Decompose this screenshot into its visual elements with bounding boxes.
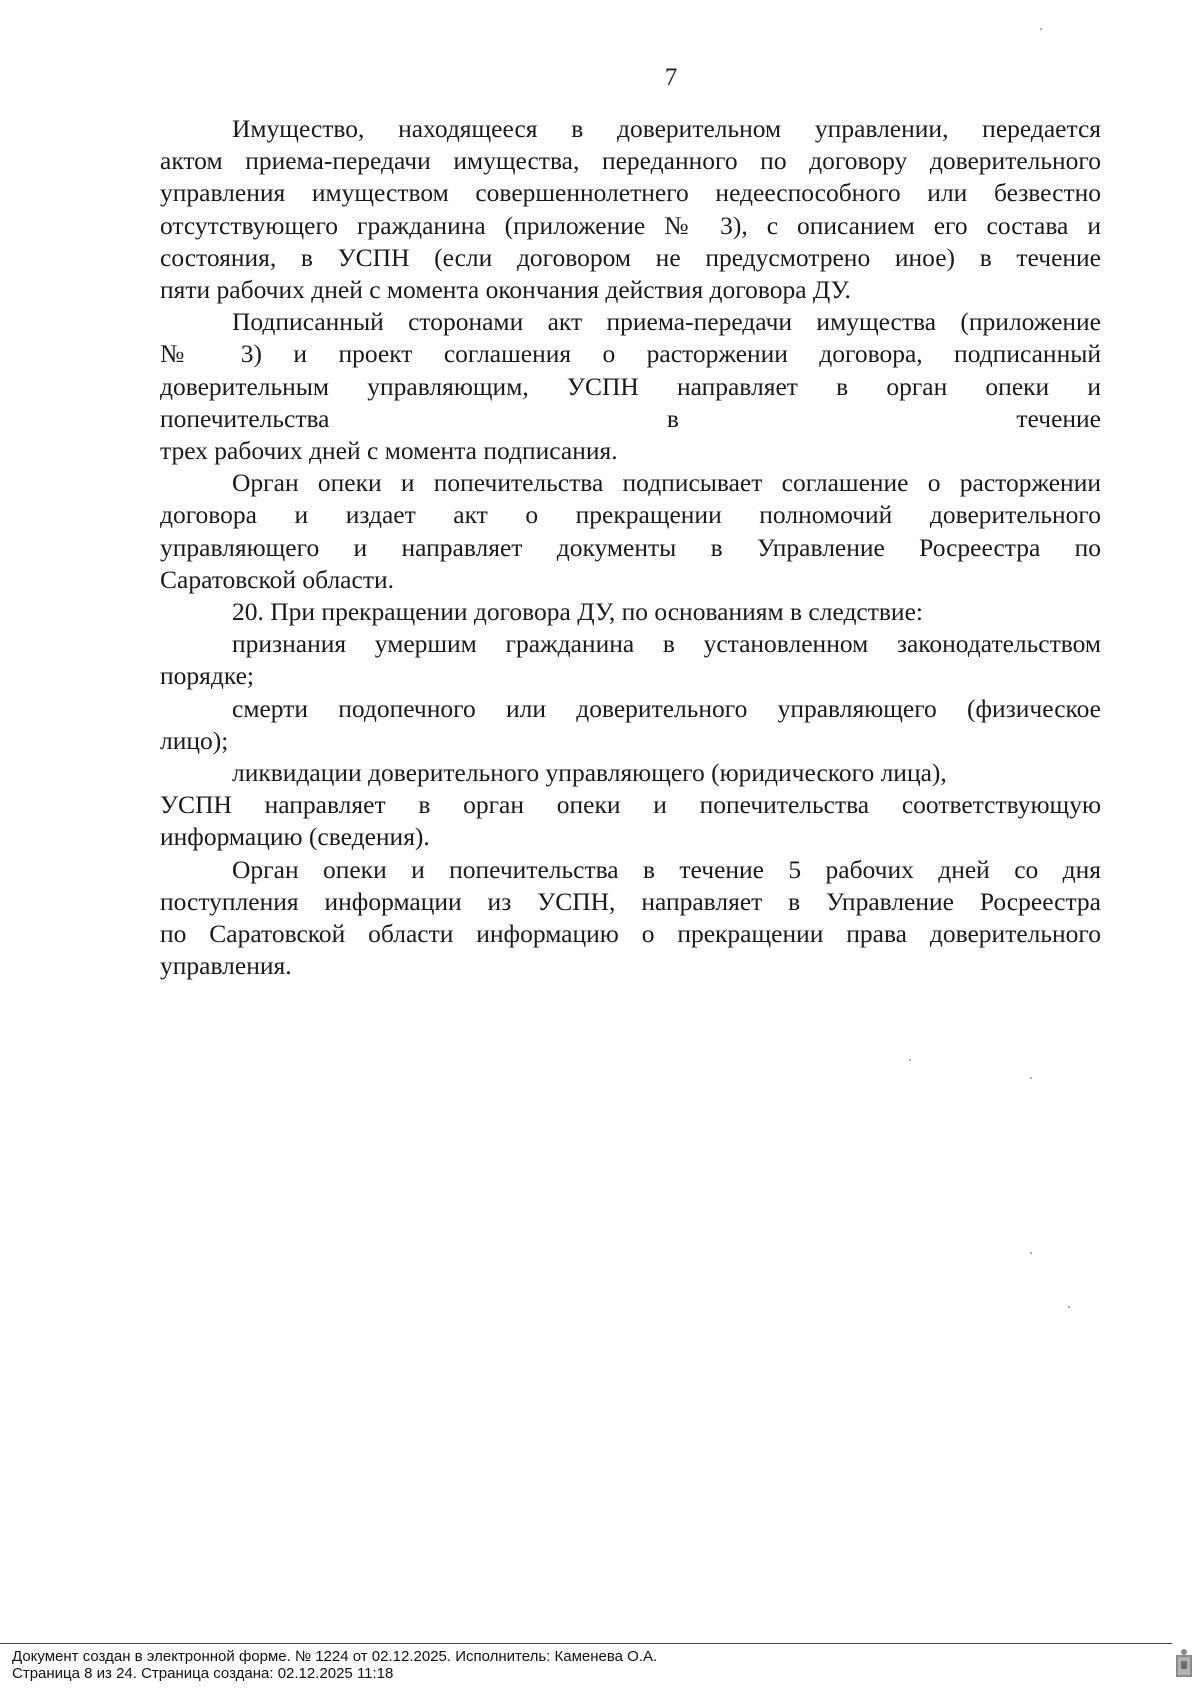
text-line: Имущество, находящееся в доверительном управлении, передается bbox=[232, 114, 1101, 143]
text-line: лицо); bbox=[160, 725, 229, 755]
text-line: договора и издает акт о прекращении полномочий доверительного bbox=[160, 500, 1101, 530]
text-line: смерти подопечного или доверительного управляющего (физическое bbox=[232, 693, 1101, 723]
text-line: управления. bbox=[160, 951, 292, 981]
scan-speck bbox=[1030, 1252, 1032, 1254]
footer-line-1: Документ создан в электронной форме. № 1224 от 02.12.2025. Исполнитель: Каменева О.А. bbox=[12, 1648, 658, 1665]
text-line: трех рабочих дней с момента подписания. bbox=[160, 436, 618, 466]
text-line: признания умершим гражданина в установленном законодательством bbox=[232, 629, 1101, 659]
footer-divider bbox=[0, 1643, 1172, 1644]
text-line: управления имуществом совершеннолетнего недееспособного или безвестно bbox=[160, 178, 1101, 208]
text-line: управляющего и направляет документы в Управление Росреестра по bbox=[160, 532, 1101, 562]
text-line: актом приема-передачи имущества, переданного по договору доверительного bbox=[160, 146, 1101, 176]
scan-speck bbox=[1030, 1077, 1032, 1079]
document-footer bbox=[12, 1648, 657, 1682]
text-line: отсутствующего гражданина (приложение № 3), с описанием его состава и bbox=[160, 210, 1101, 240]
text-line: Подписанный сторонами акт приема-передачи имущества (приложение bbox=[232, 307, 1101, 337]
text-line: порядке; bbox=[160, 661, 255, 691]
scan-speck bbox=[909, 1059, 911, 1061]
scan-speck bbox=[1040, 28, 1042, 30]
text-line: по Саратовской области информацию о прекращении права доверительного bbox=[160, 919, 1101, 949]
text-line: ликвидации доверительного управляющего (юридического лица), bbox=[232, 758, 947, 788]
text-line: 20. При прекращении договора ДУ, по основаниям в следствие: bbox=[232, 597, 923, 627]
text-line: Орган опеки и попечительства подписывает соглашение о расторжении bbox=[232, 468, 1101, 498]
text-line: Саратовской области. bbox=[160, 564, 394, 594]
text-line: информацию (сведения). bbox=[160, 822, 430, 852]
footer-line-2: Страница 8 из 24. Страница создана: 02.12.2025 11:18 bbox=[12, 1665, 394, 1682]
text-line: Орган опеки и попечительства в течение 5 рабочих дней со дня bbox=[232, 854, 1101, 884]
emblem-icon bbox=[1173, 1647, 1195, 1679]
text-line: пяти рабочих дней с момента окончания действия договора ДУ. bbox=[160, 275, 851, 305]
document-body bbox=[160, 113, 1101, 982]
text-line: попечительства в течение bbox=[160, 403, 1101, 433]
page-number: 7 bbox=[664, 64, 678, 91]
text-line: состояния, в УСПН (если договором не предусмотрено иное) в течение bbox=[160, 242, 1101, 272]
text-line: УСПН направляет в орган опеки и попечительства соответствующую bbox=[160, 790, 1101, 820]
scan-speck bbox=[1068, 1306, 1070, 1308]
text-line: доверительным управляющим, УСПН направляет в орган опеки и bbox=[160, 371, 1101, 401]
text-line: № 3) и проект соглашения о расторжении договора, подписанный bbox=[160, 339, 1101, 369]
text-line: поступления информации из УСПН, направляет в Управление Росреестра bbox=[160, 886, 1101, 916]
